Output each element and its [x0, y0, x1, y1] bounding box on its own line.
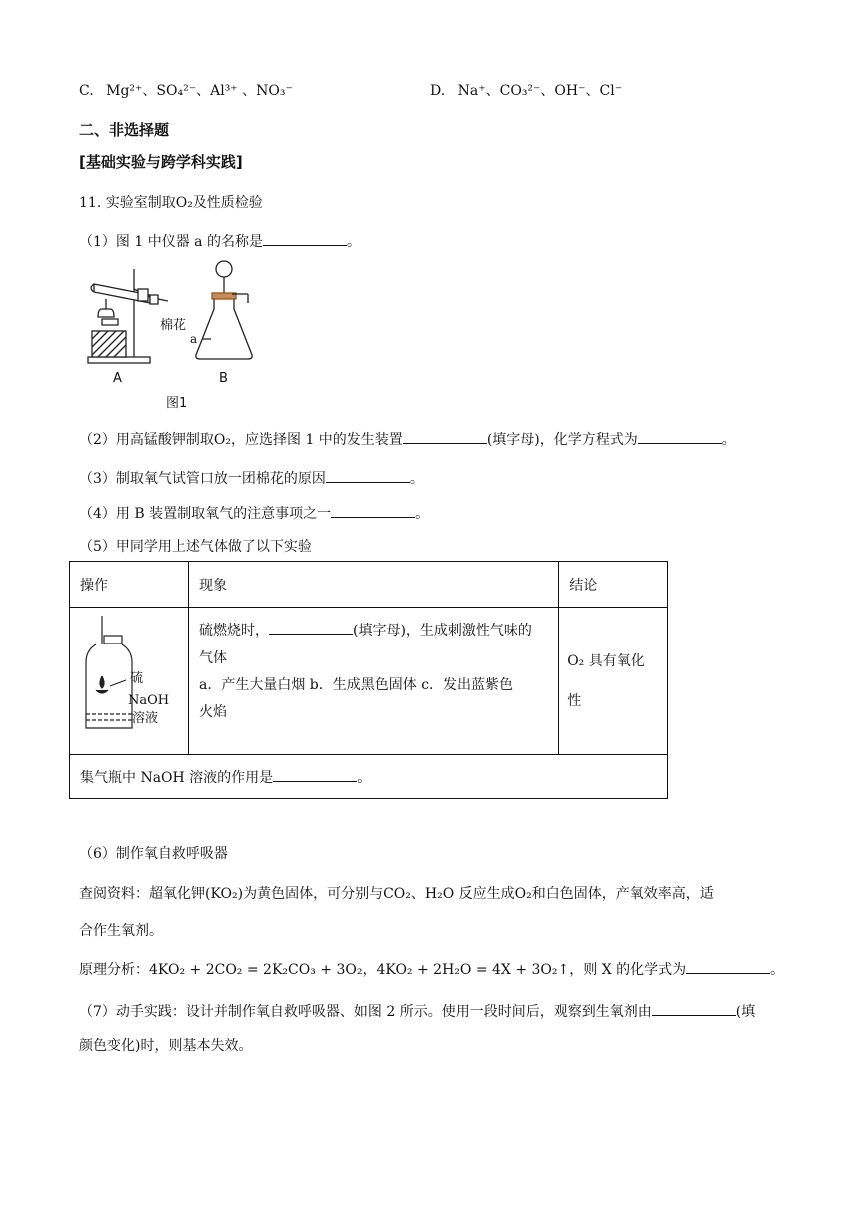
apparatus-b	[196, 261, 252, 359]
part1-text: （1）图 1 中仪器 a 的名称是	[79, 234, 263, 250]
label-cotton: 棉花	[160, 318, 187, 333]
conclusion-line-1: O₂ 具有氧化	[567, 653, 645, 669]
label-apparatus-a: A	[113, 371, 122, 386]
conclusion-line-2: 性	[567, 693, 582, 709]
part3-text: （3）制取氧气试管口放一团棉花的原因	[79, 471, 326, 487]
phen-text-b: (填字母)，生成刺激性气味的	[353, 623, 532, 639]
cell-operation-diagram	[70, 608, 189, 755]
phenomenon-line-4: 火焰	[199, 704, 227, 720]
part3-end: 。	[409, 471, 424, 487]
answer-blank	[273, 767, 357, 782]
section-title: 二、非选择题	[79, 121, 170, 139]
header-operation: 操作	[70, 562, 189, 608]
answer-blank	[652, 1001, 736, 1016]
question-11-part7-line-2: 颜色变化)时，则基本失效。	[79, 1038, 253, 1054]
answer-blank	[269, 620, 353, 635]
answer-blank	[638, 429, 722, 444]
option-c-formula: Mg²⁺、SO₄²⁻、Al³⁺ 、NO₃⁻	[106, 83, 293, 99]
part2-text-mid: (填字母)，化学方程式为	[486, 432, 638, 448]
part2-end: 。	[721, 432, 736, 448]
phenomenon-line-1	[199, 618, 548, 645]
question-11-title: 11. 实验室制取O₂及性质检验	[79, 195, 263, 211]
footer-text: 集气瓶中 NaOH 溶液的作用是	[80, 769, 274, 786]
apparatus-a	[88, 269, 168, 363]
label-apparatus-b: B	[219, 371, 228, 386]
part6-info-line-1: 查阅资料：超氧化钾(KO₂)为黄色固体，可分别与CO₂、H₂O 反应生成O₂和白色固体，产氧效率高，适	[79, 886, 714, 902]
subsection-title: [基础实验与跨学科实践]	[79, 153, 243, 171]
cell-footer	[70, 755, 668, 799]
answer-blank	[331, 503, 415, 518]
table-footer-row	[70, 755, 668, 799]
label-flask-a: a	[190, 332, 198, 346]
phenomenon-line-2: 气体	[199, 650, 227, 666]
phenomenon-choices: a．产生大量白烟 b．生成黑色固体 c．发出蓝紫色	[199, 677, 514, 693]
question-11-part7-line-1	[79, 1001, 755, 1021]
answer-blank	[403, 429, 487, 444]
label-solution: 溶液	[132, 711, 159, 726]
part7-text: （7）动手实践：设计并制作氧自救呼吸器、如图 2 所示。使用一段时间后，观察到生氧剂由	[79, 1004, 652, 1020]
part4-text: （4）用 B 装置制取氧气的注意事项之一	[79, 506, 332, 522]
option-d	[430, 80, 622, 100]
answer-blank	[263, 231, 347, 246]
question-11-part4	[79, 503, 429, 523]
principle-end: 。	[770, 962, 785, 978]
part2-text-start: （2）用高锰酸钾制取O₂，应选择图 1 中的发生装置	[79, 432, 403, 448]
part6-principle	[79, 959, 784, 979]
option-d-formula: Na⁺、CO₃²⁻、OH⁻、Cl⁻	[457, 83, 623, 99]
table-row	[70, 608, 668, 755]
question-11-part5: （5）甲同学用上述气体做了以下实验	[79, 539, 312, 555]
answer-blank	[686, 959, 770, 974]
gas-jar-diagram	[74, 614, 184, 744]
figure-1-apparatus	[82, 259, 272, 419]
cell-conclusion	[559, 608, 668, 755]
flame-icon	[100, 676, 104, 688]
answer-blank	[326, 468, 410, 483]
label-naoh: NaOH	[128, 693, 170, 708]
header-conclusion: 结论	[559, 562, 668, 608]
label-sulfur: 硫	[130, 671, 144, 686]
header-phenomenon: 现象	[189, 562, 559, 608]
cell-phenomenon	[189, 608, 559, 755]
table-header-row	[70, 562, 668, 608]
part4-end: 。	[415, 506, 430, 522]
option-d-label: D.	[430, 83, 446, 99]
question-11-part3	[79, 468, 424, 488]
part1-end: 。	[346, 234, 361, 250]
principle-text: 原理分析：4KO₂ + 2CO₂ = 2K₂CO₃ + 3O₂，4KO₂ + 2H₂O = 4X + 3O₂↑，则 X 的化学式为	[79, 962, 687, 978]
question-11-part1	[79, 231, 361, 251]
experiment-table	[69, 561, 668, 799]
option-c-label: C.	[79, 83, 94, 99]
part7-end: (填	[735, 1004, 756, 1020]
phen-text-a: 硫燃烧时，	[199, 623, 269, 639]
part6-info-line-2: 合作生氧剂。	[79, 923, 163, 939]
figure-caption: 图1	[166, 396, 188, 411]
question-11-part6: （6）制作氧自救呼吸器	[79, 846, 228, 862]
footer-end: 。	[357, 769, 372, 786]
question-11-part2	[79, 429, 736, 449]
option-c	[79, 80, 293, 100]
